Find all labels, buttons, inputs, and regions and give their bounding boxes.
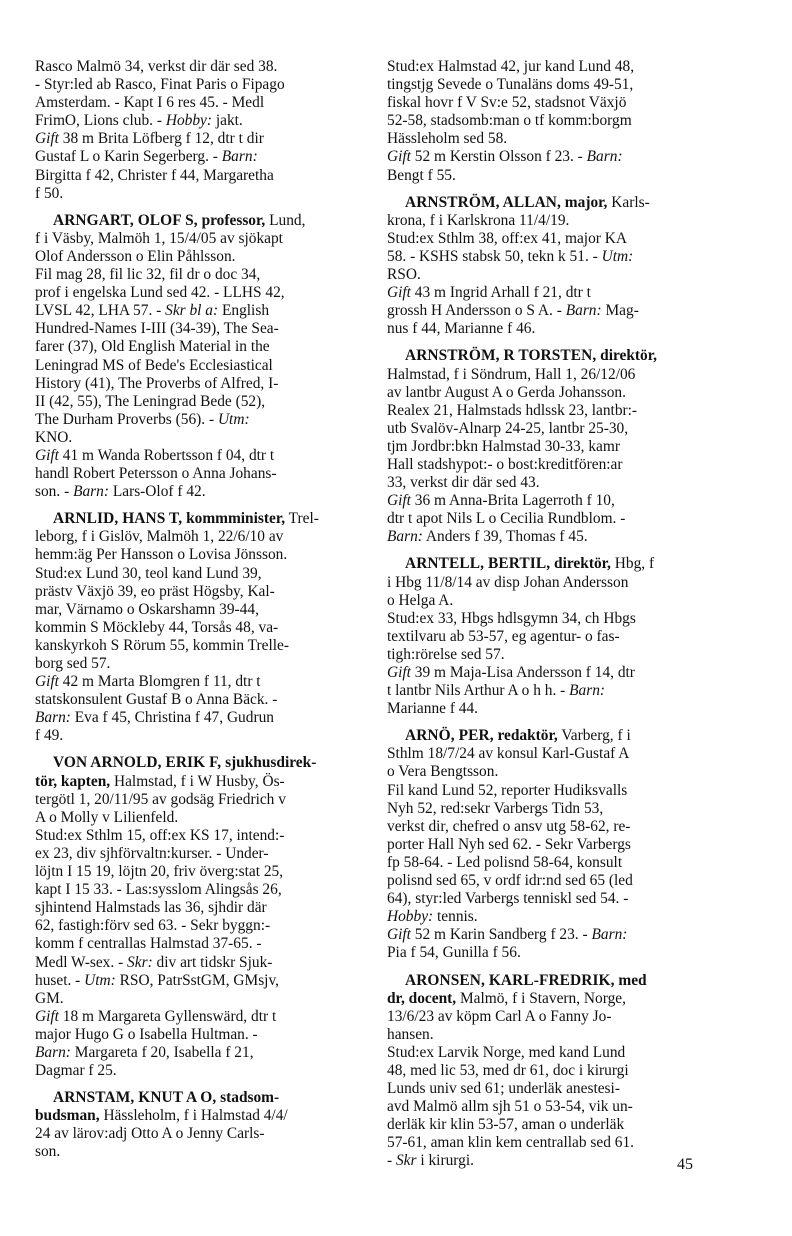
entry-heading: ARNSTRÖM, ALLAN, major, Karls- — [405, 193, 650, 211]
text-line: kommin S Möckleby 44, Torsås 48, va- — [35, 618, 279, 636]
text-line: Amsterdam. - Kapt I 6 res 45. - Medl — [35, 94, 265, 112]
page-number: 45 — [677, 1156, 693, 1173]
entry-arnold — [35, 754, 353, 1080]
text-line: Fil mag 28, fil lic 32, fil dr o doc 34, — [35, 266, 261, 284]
text-line: grossh H Andersson o S A. - Barn: Mag- — [387, 302, 639, 320]
text-line: borg sed 57. — [35, 655, 111, 672]
text-line: Birgitta f 42, Christer f 44, Margaretha — [35, 166, 274, 184]
entry-arnstrom-allan — [387, 194, 705, 339]
text-line: komm f centrallas Halmstad 37-65. - — [35, 935, 262, 953]
text-line: major Hugo G o Isabella Hultman. - — [35, 1025, 258, 1043]
text-line: Barn: Anders f 39, Thomas f 45. — [387, 528, 588, 546]
text-line: Lunds univ sed 61; underläk anestesi- — [387, 1080, 620, 1098]
text-line: Hobby: tennis. — [387, 908, 478, 926]
text-line: Gift 52 m Kerstin Olsson f 23. - Barn: — [387, 148, 623, 166]
text-line: mar, Värnamo o Oskarshamn 39-44, — [35, 600, 259, 618]
text-line: History (41), The Proverbs of Alfred, I- — [35, 374, 279, 392]
text-line: prästv Växjö 39, eo präst Högsby, Kal- — [35, 582, 275, 600]
entry-arnstam — [35, 1089, 353, 1161]
text-line: Pia f 54, Gunilla f 56. — [387, 944, 521, 962]
text-line: Gift 38 m Brita Löfberg f 12, dtr t dir — [35, 130, 264, 148]
text-line: II (42, 55), The Leningrad Bede (52), — [35, 392, 266, 410]
text-line: Barn: Margareta f 20, Isabella f 21, — [35, 1043, 254, 1061]
text-line: porter Hall Nyh sed 62. - Sekr Varbergs — [387, 835, 631, 853]
text-line: Barn: Eva f 45, Christina f 47, Gudrun — [35, 709, 274, 727]
text-line: FrimO, Lions club. - Hobby: jakt. — [35, 112, 243, 130]
text-line: Gift 43 m Ingrid Arhall f 21, dtr t — [387, 284, 591, 302]
text-line: Gift 41 m Wanda Robertsson f 04, dtr t — [35, 446, 275, 464]
text-line: Leningrad MS of Bede's Ecclesiastical — [35, 356, 273, 374]
entry-heading: ARONSEN, KARL-FREDRIK, med — [405, 971, 647, 989]
text-line: verkst dir, chefred o ansv utg 58-62, re- — [387, 817, 631, 835]
entry-heading: ARNTELL, BERTIL, direktör, Hbg, f — [405, 555, 655, 573]
text-line: av lantbr August A o Gerda Johansson. — [387, 383, 626, 401]
text-line: son. — [35, 1143, 61, 1161]
text-line: kapt I 15 33. - Las:sysslom Alingsås 26, — [35, 881, 282, 899]
text-line: Gift 39 m Maja-Lisa Andersson f 14, dtr — [387, 664, 635, 681]
text-line: t lantbr Nils Arthur A o h h. - Barn: — [387, 682, 606, 700]
text-line: Hässleholm sed 58. — [387, 130, 508, 148]
text-line: Hundred-Names I-III (34-39), The Sea- — [35, 320, 279, 338]
text-line: f 50. — [35, 184, 64, 202]
text-line: sjhintend Halmstads las 36, sjhdir där — [35, 899, 267, 917]
text-line: leborg, f i Gislöv, Malmöh 1, 22/6/10 av — [35, 528, 284, 546]
text-line: krona, f i Karlskrona 11/4/19. — [387, 211, 570, 229]
entry-heading: ARNLID, HANS T, kommminister, Trel- — [53, 510, 319, 528]
text-line: huset. - Utm: RSO, PatrSstGM, GMsjv, — [35, 971, 279, 989]
text-line: Stud:ex Sthlm 15, off:ex KS 17, intend:- — [35, 826, 285, 844]
text-line: LVSL 42, LHA 57. - Skr bl a: English — [35, 302, 270, 320]
text-line: tigh:rörelse sed 57. — [387, 645, 505, 663]
text-line: derläk kir klin 53-57, aman o underläk — [387, 1116, 625, 1134]
text-line: utb Svalöv-Alnarp 24-25, lantbr 25-30, — [387, 419, 629, 437]
text-line: - Styr:led ab Rasco, Finat Paris o Fipago — [35, 76, 285, 94]
text-line: Stud:ex Lund 30, teol kand Lund 39, — [35, 564, 262, 582]
text-line: Stud:ex Larvik Norge, med kand Lund — [387, 1043, 626, 1061]
text-line: Gift 36 m Anna-Brita Lagerroth f 10, — [387, 492, 615, 510]
text-line: dtr t apot Nils L o Cecilia Rundblom. - — [387, 510, 626, 528]
text-line: handl Robert Petersson o Anna Johans- — [35, 465, 277, 483]
text-line: Gift 42 m Marta Blomgren f 11, dtr t — [35, 673, 261, 691]
text-line: hansen. — [387, 1025, 434, 1043]
text-line: farer (37), Old English Material in the — [35, 338, 270, 356]
text-line: RSO. — [387, 266, 421, 284]
entry-arnlid — [35, 510, 353, 745]
text-line: - Skr i kirurgi. — [387, 1152, 474, 1170]
text-line: 58. - KSHS stabsk 50, tekn k 51. - Utm: — [387, 247, 634, 265]
text-line: f 49. — [35, 727, 64, 745]
text-line: prof i engelska Lund sed 42. - LLHS 42, — [35, 284, 285, 302]
text-line: 48, med lic 53, med dr 61, doc i kirurgi — [387, 1061, 629, 1079]
text-line: kanskyrkoh S Rörum 55, kommin Trelle- — [35, 636, 289, 654]
text-line: f i Väsby, Malmöh 1, 15/4/05 av sjökapt — [35, 229, 283, 247]
text-line: 52-58, stadsomb:man o tf komm:borgm — [387, 112, 632, 130]
entry-heading-cont: tör, kapten, Halmstad, f i W Husby, Ös- — [35, 772, 285, 790]
text-line: son. - Barn: Lars-Olof f 42. — [35, 483, 206, 501]
text-line: A o Molly v Lilienfeld. — [35, 808, 179, 826]
text-line: Gift 52 m Karin Sandberg f 23. - Barn: — [387, 926, 628, 944]
text-line: Hall stadshypot:- o bost:kreditfören:ar — [387, 455, 623, 473]
text-line: Marianne f 44. — [387, 700, 479, 718]
text-line: 64), styr:led Varbergs tenniskl sed 54. - — [387, 890, 629, 908]
text-line: Stud:ex 33, Hbgs hdlsgymn 34, ch Hbgs — [387, 609, 636, 627]
entry-heading: ARNSTAM, KNUT A O, stadsom- — [53, 1089, 280, 1107]
entry-continued-right — [387, 58, 705, 185]
entry-arntell — [387, 555, 705, 718]
text-line: Realex 21, Halmstads hdlssk 23, lantbr:- — [387, 401, 638, 419]
text-line: The Durham Proverbs (56). - Utm: — [35, 410, 250, 428]
text-line: o Vera Bengtsson. — [387, 763, 499, 781]
text-line: KNO. — [35, 428, 73, 446]
text-line: Fil kand Lund 52, reporter Hudiksvalls — [387, 781, 628, 799]
entry-heading: ARNGART, OLOF S, professor, Lund, — [53, 211, 306, 229]
text-line: fp 58-64. - Led polisnd 58-64, konsult — [387, 853, 623, 871]
entry-heading: ARNÖ, PER, redaktör, Varberg, f i — [405, 727, 631, 745]
text-line: o Helga A. — [387, 591, 454, 609]
text-line: Stud:ex Halmstad 42, jur kand Lund 48, — [387, 58, 635, 75]
text-line: Dagmar f 25. — [35, 1062, 117, 1080]
text-line: tingstjg Sevede o Tunaläns doms 49-51, — [387, 76, 634, 94]
text-line: Nyh 52, red:sekr Varbergs Tidn 53, — [387, 799, 604, 817]
text-line: fiskal hovr f V Sv:e 52, stadsnot Växjö — [387, 94, 627, 112]
text-line: textilvaru ab 53-57, eg agentur- o fas- — [387, 627, 620, 645]
text-line: 57-61, aman klin kem centrallab sed 61. — [387, 1134, 635, 1152]
entry-continued-left — [35, 58, 353, 203]
text-line: Gustaf L o Karin Segerberg. - Barn: — [35, 148, 258, 166]
text-line: Sthlm 18/7/24 av konsul Karl-Gustaf A — [387, 745, 630, 763]
text-line: tergötl 1, 20/11/95 av godsäg Friedrich v — [35, 790, 286, 808]
text-line: nus f 44, Marianne f 46. — [387, 320, 536, 338]
text-line: ex 23, div sjhförvaltn:kurser. - Under- — [35, 844, 269, 862]
text-line: Stud:ex Sthlm 38, off:ex 41, major KA — [387, 229, 627, 247]
text-line: i Hbg 11/8/14 av disp Johan Andersson — [387, 573, 629, 591]
text-line: 33, verkst dir där sed 43. — [387, 474, 540, 492]
text-line: Rasco Malmö 34, verkst dir där sed 38. — [35, 58, 278, 75]
entry-heading: ARNSTRÖM, R TORSTEN, direktör, — [405, 347, 658, 365]
text-line: Gift 18 m Margareta Gyllenswärd, dtr t — [35, 1007, 277, 1025]
entry-heading: VON ARNOLD, ERIK F, sjukhusdirek- — [53, 754, 317, 772]
left-column — [35, 58, 353, 1171]
entry-heading-cont: budsman, Hässleholm, f i Halmstad 4/4/ — [35, 1107, 288, 1125]
text-line: Olof Andersson o Elin Påhlsson. — [35, 247, 236, 265]
text-line: 62, fastigh:förv sed 63. - Sekr byggn:- — [35, 917, 271, 935]
text-line: statskonsulent Gustaf B o Anna Bäck. - — [35, 691, 278, 709]
text-line: 24 av lärov:adj Otto A o Jenny Carls- — [35, 1125, 265, 1143]
text-line: Halmstad, f i Söndrum, Hall 1, 26/12/06 — [387, 365, 636, 383]
text-line: löjtn I 15 19, löjtn 20, friv överg:stat 25, — [35, 863, 284, 881]
text-line: polisnd sed 65, v ordf idr:nd sed 65 (led — [387, 872, 633, 890]
right-column — [387, 58, 705, 1180]
entry-heading-cont: dr, docent, Malmö, f i Stavern, Norge, — [387, 989, 626, 1007]
text-line: 13/6/23 av köpm Carl A o Fanny Jo- — [387, 1007, 612, 1025]
text-line: avd Malmö allm sjh 51 o 53-54, vik un- — [387, 1098, 633, 1116]
entry-arnstrom-torsten — [387, 347, 705, 546]
text-line: hemm:äg Per Hansson o Lovisa Jönsson. — [35, 546, 288, 564]
entry-aronsen — [387, 972, 705, 1171]
text-line: tjm Jordbr:bkn Halmstad 30-33, kamr — [387, 437, 620, 455]
text-line: Bengt f 55. — [387, 166, 456, 184]
entry-arno — [387, 727, 705, 962]
text-line: Medl W-sex. - Skr: div art tidskr Sjuk- — [35, 953, 273, 971]
entry-arngart — [35, 212, 353, 502]
text-line: GM. — [35, 989, 64, 1007]
